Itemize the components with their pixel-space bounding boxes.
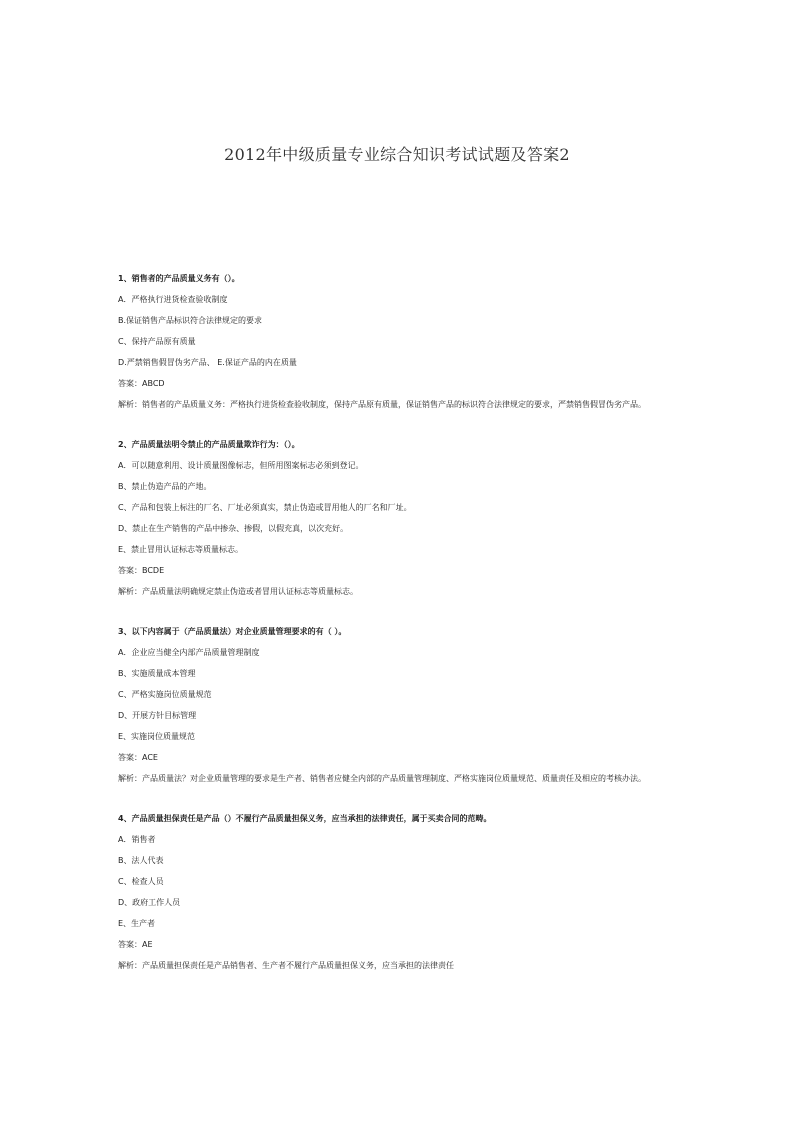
question-block xyxy=(118,808,678,976)
option-a: A．严格执行进货检查验收制度 xyxy=(118,295,228,304)
option-d-e: D.严禁销售假冒伪劣产品、 E.保证产品的内在质量 xyxy=(118,358,297,367)
option-d: D、禁止在生产销售的产品中掺杂、掺假，以假充真，以次充好。 xyxy=(118,524,349,533)
answer-text: 答案：ACE xyxy=(118,753,158,762)
option-e: E、生产者 xyxy=(118,919,156,928)
analysis-text: 解析：产品质量法？对企业质量管理的要求是生产者、销售者应健全内部的产品质量管理制度、严格实施岗位质量规范、质量责任及相应的考核办法。 xyxy=(118,774,646,783)
question-text: 4、产品质量担保责任是产品（）不履行产品质量担保义务，应当承担的法律责任，属于买卖合同的范畴。 xyxy=(118,814,492,823)
question-text: 1、销售者的产品质量义务有（）。 xyxy=(118,274,240,283)
option-c: C、产品和包装上标注的厂名、厂址必须真实，禁止伪造或冒用他人的厂名和厂址。 xyxy=(118,503,412,512)
answer-text: 答案：ABCD xyxy=(118,379,165,388)
option-a: A．可以随意利用、设计质量图像标志，但所用图案标志必须到登记。 xyxy=(118,461,364,470)
question-text: 3、以下内容属于（产品质量法）对企业质量管理要求的有（ ）。 xyxy=(118,627,347,636)
option-a: A．销售者 xyxy=(118,835,156,844)
option-d: D、开展方针目标管理 xyxy=(118,711,197,720)
option-c: C、保持产品原有质量 xyxy=(118,337,196,346)
analysis-text: 解析：销售者的产品质量义务：严格执行进货检查验收制度，保持产品原有质量，保证销售产品的标识符合法律规定的要求，严禁销售假冒伪劣产品。 xyxy=(118,400,646,409)
option-b: B、禁止伪造产品的产地。 xyxy=(118,482,212,491)
option-b: B.保证销售产品标识符合法律规定的要求 xyxy=(118,316,263,325)
option-a: A．企业应当健全内部产品质量管理制度 xyxy=(118,648,260,657)
question-block xyxy=(118,621,678,789)
option-e: E、实施岗位质量规范 xyxy=(118,732,196,741)
option-e: E、禁止冒用认证标志等质量标志。 xyxy=(118,545,244,554)
answer-text: 答案：BCDE xyxy=(118,566,165,575)
question-text: 2、产品质量法明令禁止的产品质量欺诈行为：（）。 xyxy=(118,440,300,449)
question-block xyxy=(118,434,678,602)
question-block xyxy=(118,268,678,415)
analysis-text: 解析：产品质量法明确规定禁止伪造或者冒用认证标志等质量标志。 xyxy=(118,587,358,596)
document-title: 2012年中级质量专业综合知识考试试题及答案2 xyxy=(224,145,570,164)
option-d: D、政府工作人员 xyxy=(118,898,181,907)
question-list xyxy=(118,268,678,976)
option-b: B、法人代表 xyxy=(118,856,164,865)
option-c: C、检查人员 xyxy=(118,877,164,886)
option-b: B、实施质量成本管理 xyxy=(118,669,196,678)
option-c: C、严格实施岗位质量规范 xyxy=(118,690,212,699)
answer-text: 答案：AE xyxy=(118,940,153,949)
analysis-text: 解析：产品质量担保责任是产品销售者、生产者不履行产品质量担保义务，应当承担的法律责任 xyxy=(118,961,454,970)
